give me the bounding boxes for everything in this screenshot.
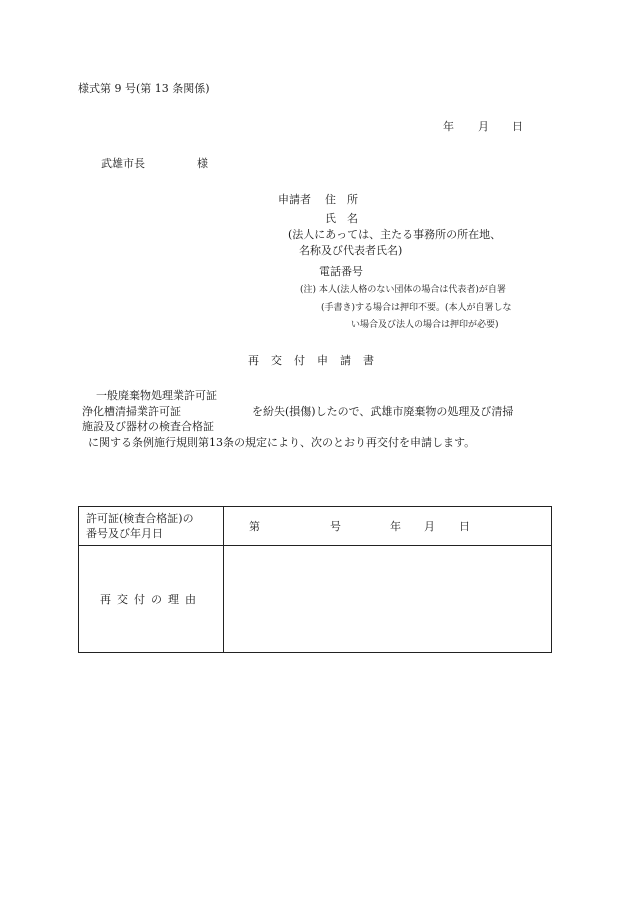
permit-number-label-line-1: 許可証(検査合格証)の: [86, 512, 194, 525]
title-char: 申: [317, 354, 328, 367]
title-char: 書: [363, 354, 374, 367]
applicant-address-label: 住 所: [325, 193, 358, 206]
title-char: 再: [248, 354, 259, 367]
title-char: 交: [271, 354, 282, 367]
permit-go-label: 号: [330, 520, 341, 533]
permit-type-2: 浄化槽清掃業許可証: [82, 405, 181, 418]
permit-year-label: 年: [390, 520, 401, 533]
reissue-reason-label: 再交付の理由: [100, 592, 202, 606]
permit-number-label-cell: [79, 507, 224, 546]
reissue-reason-value-cell[interactable]: [224, 546, 552, 653]
addressee-name: 武雄市長: [101, 157, 145, 170]
applicant-name-label: 氏 名: [325, 212, 358, 225]
reissue-reason-row: [79, 546, 552, 653]
corporation-note-line-2: 名称及び代表者氏名): [299, 244, 403, 257]
permit-number-row: [79, 507, 552, 546]
permit-number-value-cell[interactable]: [224, 507, 552, 546]
title-char: 付: [294, 354, 305, 367]
seal-note-line-2: (手書き)する場合は押印不要。(本人が自署しな: [321, 303, 512, 313]
permit-type-3: 施設及び器材の検査合格証: [82, 420, 214, 433]
permit-dai-label: 第: [249, 520, 260, 533]
addressee-honorific: 様: [197, 157, 208, 170]
reissue-reason-label-cell: [79, 546, 224, 653]
lost-statement: を紛失(損傷)したので、武雄市廃棄物の処理及び清掃: [252, 405, 514, 418]
reissue-details-table: [78, 506, 552, 653]
seal-note-line-1: (注) 本人(法人格のない団体の場合は代表者)が自署: [300, 285, 506, 295]
form-number: 様式第 9 号(第 13 条関係): [78, 82, 210, 95]
permit-day-label: 日: [459, 520, 470, 533]
applicant-label: 申請者: [278, 193, 311, 206]
date-year-label: 年: [443, 120, 454, 133]
permit-type-1: 一般廃棄物処理業許可証: [96, 389, 217, 402]
applicant-phone-label: 電話番号: [319, 265, 363, 278]
corporation-note-line-1: (法人にあっては、主たる事務所の所在地、: [288, 228, 502, 241]
date-day-label: 日: [512, 120, 523, 133]
application-statement: に関する条例施行規則第13条の規定により、次のとおり再交付を申請します。: [88, 436, 476, 449]
title-char: 請: [340, 354, 351, 367]
permit-number-label-line-2: 番号及び年月日: [86, 527, 163, 540]
date-month-label: 月: [478, 120, 489, 133]
permit-month-label: 月: [424, 520, 435, 533]
document-title: [248, 355, 374, 366]
seal-note-line-3: い場合及び法人の場合は押印が必要): [351, 320, 499, 330]
